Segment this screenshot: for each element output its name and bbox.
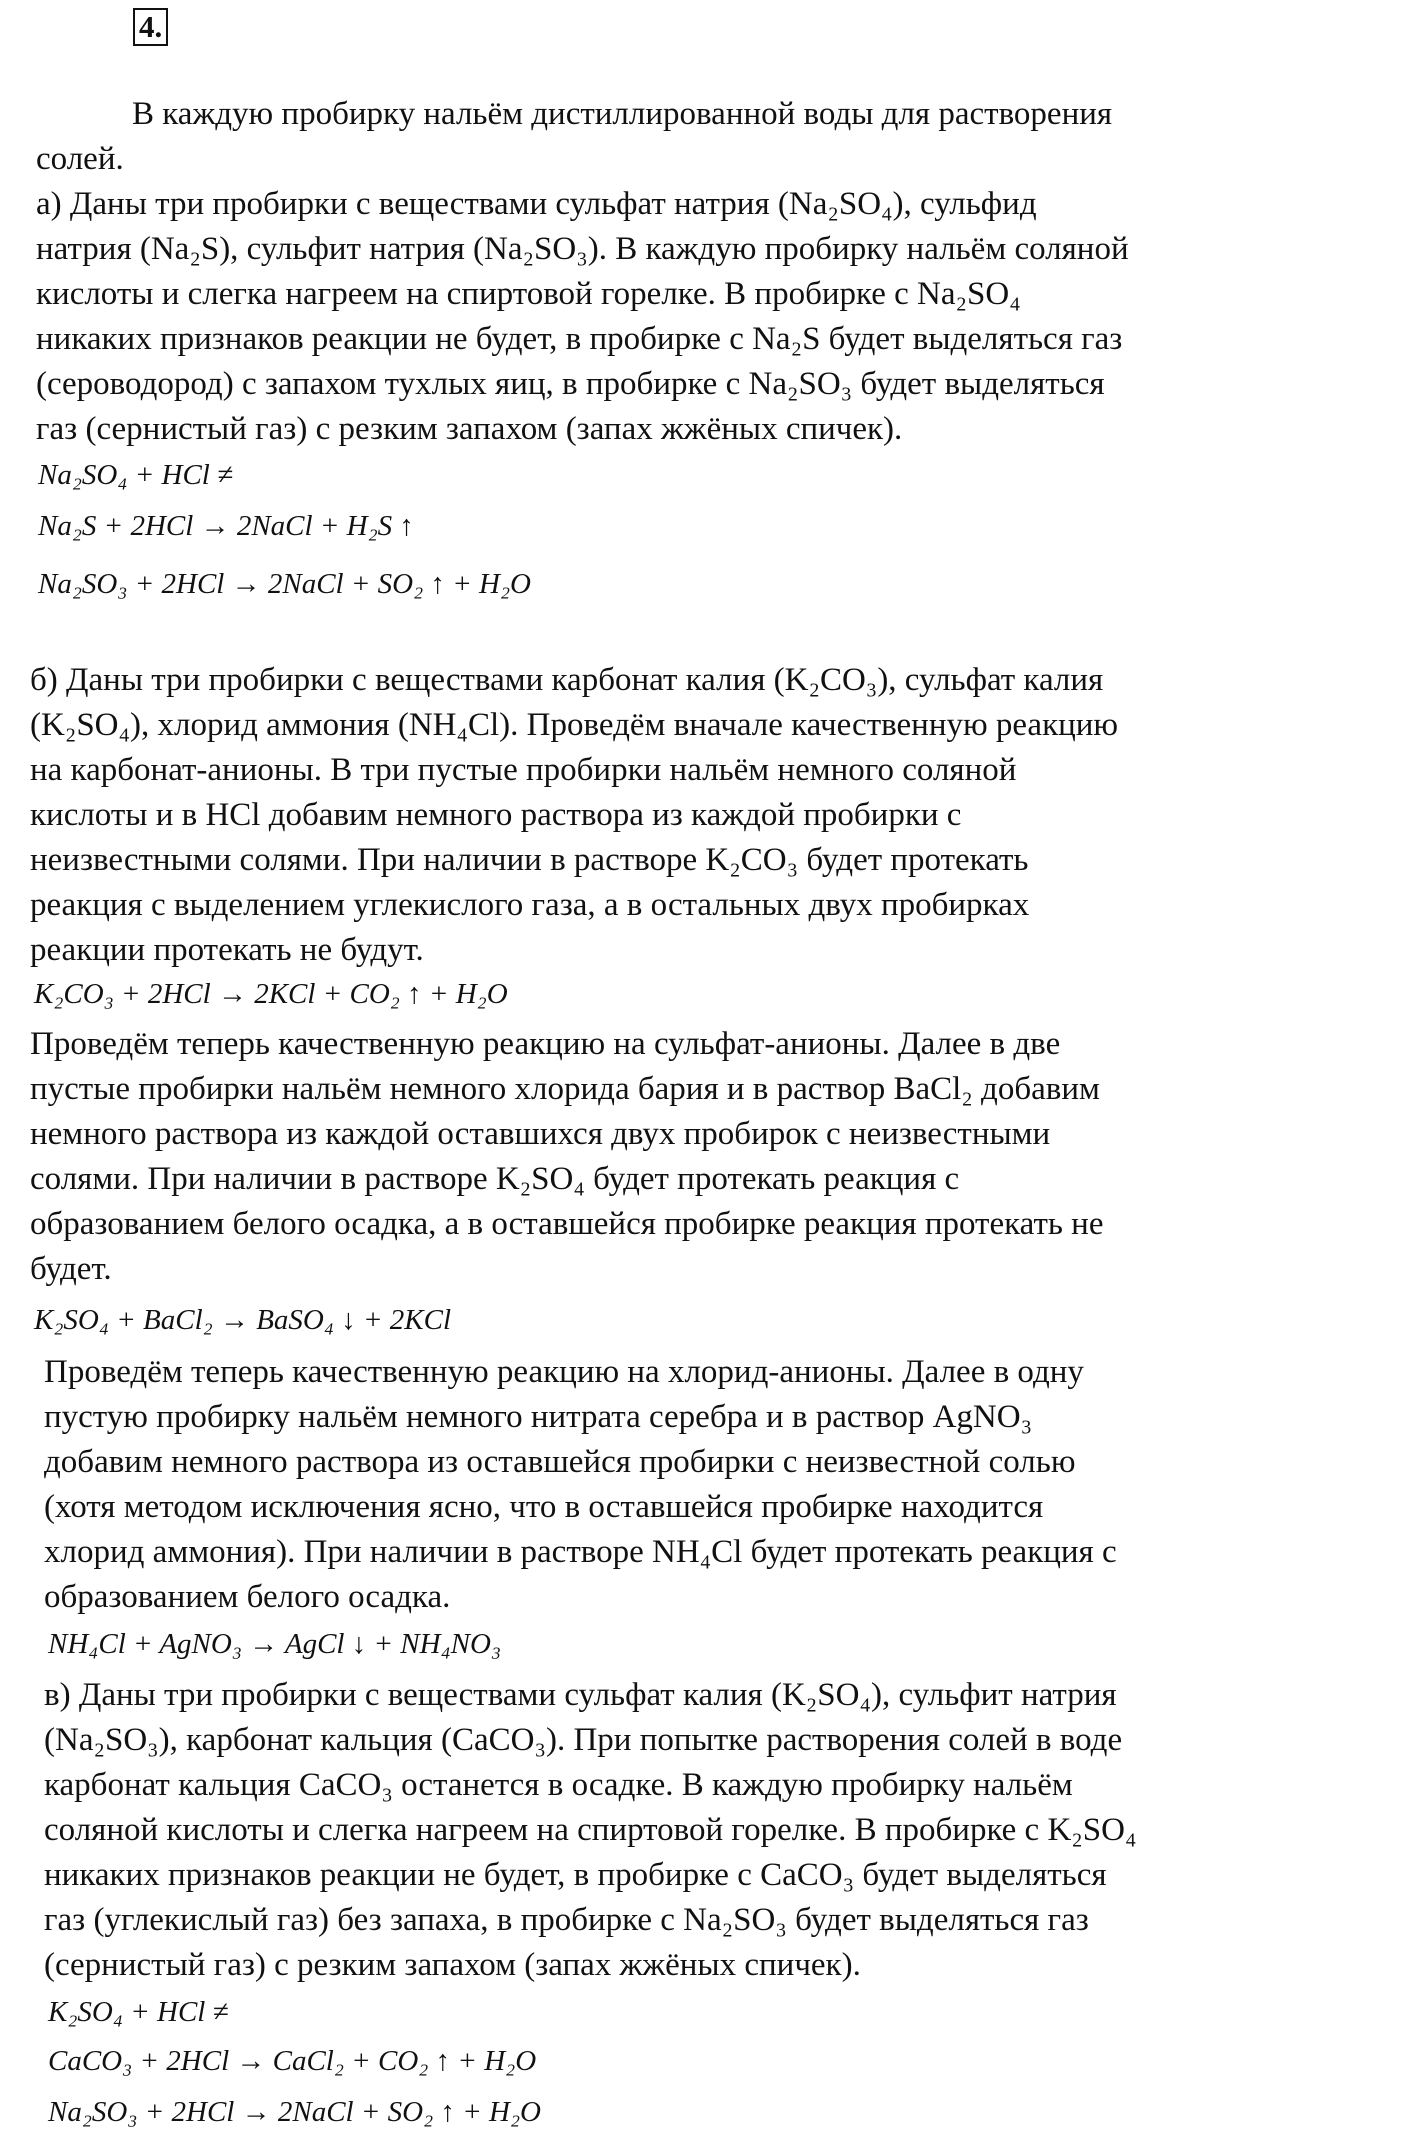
part-c-line: соляной кислоты и слегка нагреем на спиртовой горелке. В пробирке с K₂SO₄ [44, 1812, 1137, 1848]
part-b-line: образованием белого осадка. [44, 1579, 451, 1615]
equation-b-3: NH₄Cl + AgNO₃ → AgCl ↓ + NH₄NO₃ [48, 1628, 502, 1660]
part-b-line: на карбонат-анионы. В три пустые пробирки нальём немного соляной [30, 752, 1017, 788]
part-b-line: Проведём теперь качественную реакцию на сульфат-анионы. Далее в две [30, 1026, 1061, 1062]
part-b-line: неизвестными солями. При наличии в растворе K₂CO₃ будет протекать [30, 842, 1029, 878]
part-b-line: (хотя методом исключения ясно, что в оставшейся пробирке находится [44, 1489, 1044, 1525]
intro-line-2: солей. [36, 141, 124, 177]
equation-b-1: K₂CO₃ + 2HCl → 2KCl + CO₂ ↑ + H₂O [34, 978, 508, 1010]
part-b-line: будет. [30, 1251, 112, 1287]
equation-c-1: K₂SO₄ + HCl ≠ [48, 1996, 229, 2028]
equation-a-3: Na₂SO₃ + 2HCl → 2NaCl + SO₂ ↑ + H₂O [38, 568, 531, 600]
part-b-line: реакции протекать не будут. [30, 932, 424, 968]
part-b-line: солями. При наличии в растворе K₂SO₄ будет протекать реакция с [30, 1161, 960, 1197]
task-number: 4. [133, 8, 168, 46]
part-c-line: карбонат кальция CaCO₃ останется в осадке. В каждую пробирку нальём [44, 1767, 1073, 1803]
part-b-line: кислоты и в HCl добавим немного раствора из каждой пробирки с [30, 797, 962, 833]
part-c-line: (Na₂SO₃), карбонат кальция (CaCO₃). При попытке растворения солей в воде [44, 1722, 1123, 1758]
part-b-line: Проведём теперь качественную реакцию на хлорид-анионы. Далее в одну [44, 1354, 1084, 1390]
part-b-line: б) Даны три пробирки с веществами карбонат калия (K₂CO₃), сульфат калия [30, 662, 1104, 698]
equation-c-2: CaCO₃ + 2HCl → CaCl₂ + CO₂ ↑ + H₂O [48, 2045, 537, 2077]
part-a-line: (сероводород) с запахом тухлых яиц, в пробирке с Na₂SO₃ будет выделяться [36, 366, 1105, 402]
part-c-line: (сернистый газ) с резким запахом (запах жжёных спичек). [44, 1947, 861, 1983]
part-a-line: кислоты и слегка нагреем на спиртовой горелке. В пробирке с Na₂SO₄ [36, 276, 1021, 312]
equation-b-2: K₂SO₄ + BaCl₂ → BaSO₄ ↓ + 2KCl [34, 1304, 452, 1336]
intro-line-1: В каждую пробирку нальём дистиллированной воды для растворения [132, 96, 1113, 132]
equation-c-3: Na₂SO₃ + 2HCl → 2NaCl + SO₂ ↑ + H₂O [48, 2096, 541, 2128]
part-b-line: (K₂SO₄), хлорид аммония (NH₄Cl). Проведём вначале качественную реакцию [30, 707, 1119, 743]
part-c-line: газ (углекислый газ) без запаха, в пробирке с Na₂SO₃ будет выделяться газ [44, 1902, 1089, 1938]
part-b-line: реакция с выделением углекислого газа, а в остальных двух пробирках [30, 887, 1030, 923]
part-b-line: пустые пробирки нальём немного хлорида бария и в раствор BaCl₂ добавим [30, 1071, 1100, 1107]
part-a-line: натрия (Na₂S), сульфит натрия (Na₂SO₃). В каждую пробирку нальём соляной [36, 231, 1129, 267]
part-b-line: хлорид аммония). При наличии в растворе NH₄Cl будет протекать реакция с [44, 1534, 1117, 1570]
part-a-line: газ (сернистый газ) с резким запахом (запах жжёных спичек). [36, 411, 903, 447]
part-b-line: пустую пробирку нальём немного нитрата серебра и в раствор AgNO₃ [44, 1399, 1033, 1435]
equation-a-1: Na₂SO₄ + HCl ≠ [38, 459, 234, 491]
part-a-line: а) Даны три пробирки с веществами сульфат натрия (Na₂SO₄), сульфид [36, 186, 1037, 222]
equation-a-2: Na₂S + 2HCl → 2NaCl + H₂S ↑ [38, 510, 414, 542]
part-b-line: образованием белого осадка, а в оставшейся пробирке реакция протекать не [30, 1206, 1104, 1242]
part-c-line: в) Даны три пробирки с веществами сульфат калия (K₂SO₄), сульфит натрия [44, 1677, 1117, 1713]
part-a-line: никаких признаков реакции не будет, в пробирке с Na₂S будет выделяться газ [36, 321, 1123, 357]
part-c-line: никаких признаков реакции не будет, в пробирке с CaCO₃ будет выделяться [44, 1857, 1107, 1893]
part-b-line: немного раствора из каждой оставшихся двух пробирок с неизвестными [30, 1116, 1051, 1152]
part-b-line: добавим немного раствора из оставшейся пробирки с неизвестной солью [44, 1444, 1076, 1480]
